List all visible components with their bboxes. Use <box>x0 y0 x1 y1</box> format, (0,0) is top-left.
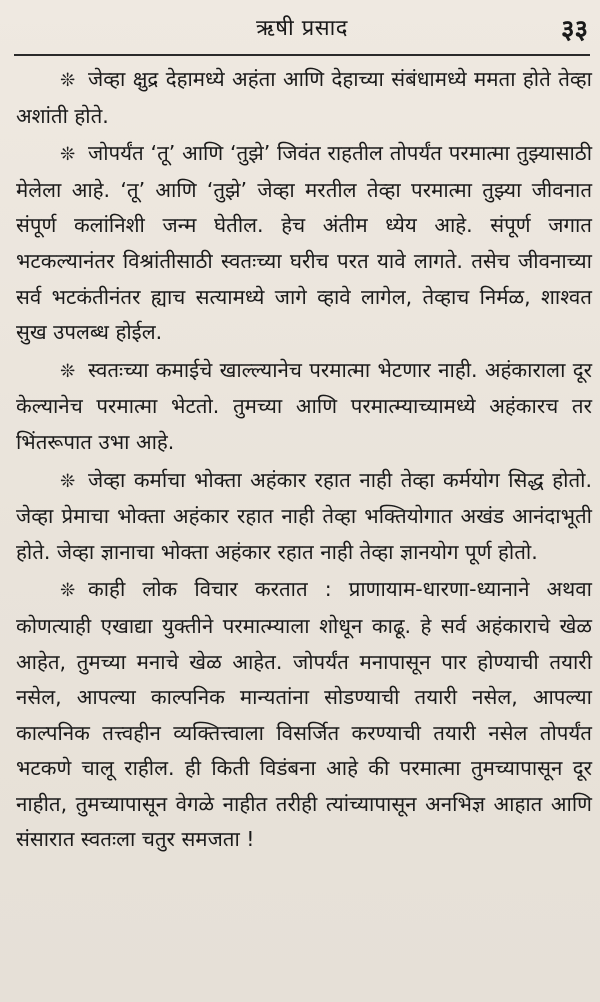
paragraph <box>16 353 592 461</box>
paragraph <box>16 136 592 351</box>
paragraph-text: काही लोक विचार करतात : प्राणायाम-धारणा-ध्यानाने अथवा कोणत्याही एखाद्या युक्तीने परमात्म्याला शोधून काढू. हे सर्व अहंकाराचे खेळ आहेत, तुमच्या मनाचे खेळ आहेत. जोपर्यंत मनापासून पार होण्याची तयारी नसेल, आपल्या काल्पनिक मान्यतांना सोडण्याची तयारी नसेल, आपल्या काल्पनिक तत्त्वहीन व्यक्तित्त्वाला विसर्जित करण्याची तयारी नसेल तोपर्यंत भटकणे चालू राहील. ही किती विडंबना आहे की परमात्मा तुमच्यापासून दूर नाहीत, तुमच्यापासून वेगळे नाहीत तरीही त्यांच्यापासून अनभिज्ञ आहात आणि संसारात स्वतःला चतुर समजता ! <box>16 577 592 852</box>
running-title: ऋषी प्रसाद <box>256 16 348 41</box>
body-text <box>16 62 592 860</box>
paragraph <box>16 572 592 858</box>
flower-ornament-icon: ❊ <box>60 360 76 382</box>
flower-ornament-icon: ❊ <box>60 144 76 166</box>
paragraph-text: जेव्हा कर्माचा भोक्ता अहंकार रहात नाही तेव्हा कर्मयोग सिद्ध होतो. जेव्हा प्रेमाचा भोक्ता अहंकार रहात नाही तेव्हा भक्तियोगात अखंड आनंदाभूती होते. जेव्हा ज्ञानाचा भोक्ता अहंकार रहात नाही तेव्हा ज्ञानयोग पूर्ण होतो. <box>16 467 592 564</box>
paragraph-text: जेव्हा क्षुद्र देहामध्ये अहंता आणि देहाच्या संबंधामध्ये ममता होते तेव्हा अशांती होते. <box>16 67 592 128</box>
flower-ornament-icon: ❊ <box>60 580 76 602</box>
paragraph-text: जोपर्यंत ‘तू’ आणि ‘तुझे’ जिवंत राहतील तोपर्यंत परमात्मा तुझ्यासाठी मेलेला आहे. ‘तू’ आणि ‘तुझे’ जेव्हा मरतील तेव्हा परमात्मा तुझ्या जीवनात संपूर्ण कलांनिशी जन्म घेतील. हेच अंतीम ध्येय आहे. संपूर्ण जगात भटकल्यानंतर विश्रांतीसाठी स्वतःच्या घरीच परत यावे लागते. तसेच जीवनाच्या सर्व भटकंतीनंतर ह्याच सत्यामध्ये जागे व्हावे लागेल, तेव्हाच निर्मळ, शाश्वत सुख उपलब्ध होईल. <box>16 141 592 345</box>
page-header <box>14 8 590 56</box>
flower-ornament-icon: ❊ <box>60 470 76 492</box>
paragraph <box>16 62 592 134</box>
paragraph <box>16 463 592 571</box>
page-number: ३३ <box>560 15 588 45</box>
flower-ornament-icon: ❊ <box>60 70 76 91</box>
paragraph-text: स्वतःच्या कमाईचे खाल्ल्यानेच परमात्मा भेटणार नाही. अहंकाराला दूर केल्यानेच परमात्मा भेटतो. तुमच्या आणि परमात्म्याच्यामध्ये अहंकारच तर भिंतरूपात उभा आहे. <box>16 357 592 454</box>
